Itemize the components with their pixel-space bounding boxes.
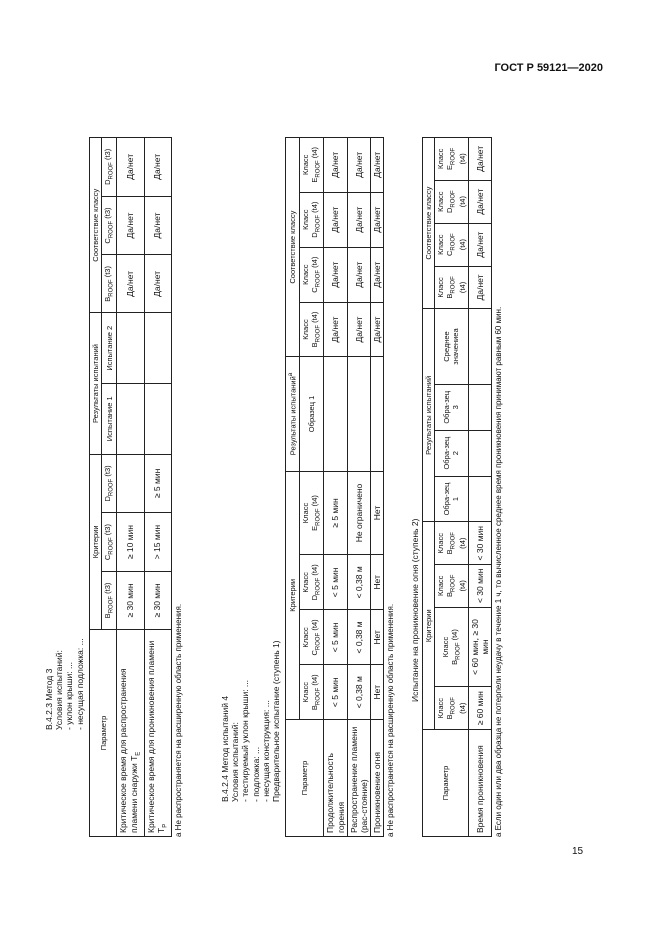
cell: Да/нет [144, 138, 171, 197]
method3-table [89, 137, 172, 837]
cell: < 5 мин [324, 610, 347, 665]
col-class-c: $C_{ROOF}$ (t3) [101, 196, 117, 255]
cell: ≥ 30 мин [117, 571, 144, 629]
method4-stage2-table [422, 137, 492, 837]
cell [144, 313, 171, 384]
cell: Да/нет [371, 302, 384, 357]
col-class-d: Класс $D_{ROOF}$ (t4) [299, 192, 324, 247]
cell: ≥ 5 мин [144, 454, 171, 513]
col-c: Класс $C_{ROOF}$ (t4) [299, 610, 324, 665]
condition-item: - подложка: ... [250, 746, 261, 802]
class-header: Соответствие классу [286, 138, 300, 357]
results-header: Результаты испытаний$^а$ [286, 357, 300, 471]
condition-item: - несущая конструкция: ... [260, 700, 271, 802]
results-header: Результаты испытаний [89, 313, 101, 454]
cell: Да/нет [324, 247, 347, 302]
param-cell: Критическое время для проникновения пламени $T_P$ [144, 630, 171, 837]
prelim-caption: Предварительное испытание (ступень 1) [270, 640, 281, 802]
col-class-b: $B_{ROOF}$ (t3) [101, 255, 117, 313]
param-cell: Время проникновения [468, 730, 491, 837]
col-b: Класс $B_{ROOF}$ (t4) [435, 687, 469, 730]
cell: Да/нет [371, 247, 384, 302]
table-row [144, 138, 171, 837]
cell [144, 384, 171, 455]
col-b: Класс $B_{ROOF}$ (t4) [299, 665, 324, 720]
cell: ≥ 10 мин [117, 513, 144, 572]
table-row [347, 138, 370, 837]
cell: Да/нет [347, 247, 370, 302]
cell: < 5 мин [324, 665, 347, 720]
cell: Да/нет [347, 302, 370, 357]
conditions-label: Условия испытаний: [54, 650, 65, 730]
col-class-e: Класс $E_{ROOF}$ (t4) [435, 138, 469, 181]
cell [468, 309, 491, 385]
results-header: Результаты испытаний [423, 309, 435, 522]
col-class-e: Класс $E_{ROOF}$ (t4) [299, 138, 324, 193]
cell: Да/нет [144, 255, 171, 313]
cell: Да/нет [117, 196, 144, 255]
cell: Да/нет [371, 138, 384, 193]
standard-number: ГОСТ Р 59121—2020 [494, 62, 603, 74]
cell: ≥ 5 мин [324, 471, 347, 555]
cell: Да/нет [117, 255, 144, 313]
table-row [468, 138, 491, 837]
page-number: 15 [572, 846, 584, 857]
cell [468, 476, 491, 522]
col-sample2: Обра-зец 2 [435, 430, 469, 476]
cell: Нет [371, 555, 384, 610]
col-e: Класс $B_{ROOF}$ (t4) [435, 522, 469, 565]
cell: Да/нет [371, 192, 384, 247]
cell: < 60 мин, ≥ 30 мин [468, 607, 491, 687]
cell: ≥ 60 мин [468, 687, 491, 730]
criteria-header: Критерии [286, 471, 300, 719]
col-test2: Испытание 2 [101, 313, 117, 384]
cell: Да/нет [324, 138, 347, 193]
cell: < 0,38 м [347, 610, 370, 665]
conditions-label: Условия испытаний: [230, 722, 241, 802]
cell: Да/нет [324, 192, 347, 247]
condition-item: - несущая подложка: ... [74, 638, 85, 730]
class-header: Соответствие классу [89, 138, 101, 313]
cell: ≥ 30 мин [144, 571, 171, 629]
col-d: Класс $B_{ROOF}$ (t4) [435, 565, 469, 608]
col-c: Класс $B_{ROOF}$ (t4) [435, 607, 469, 687]
table-note: а Если один или два образца не потерпели неудачу в течение 1 ч, то вычисленное среднее время проникновения принимают равным 60 мин. [494, 306, 504, 837]
cell: Да/нет [144, 196, 171, 255]
cell: Да/нет [468, 180, 491, 223]
col-sample1: Обра-зец 1 [435, 476, 469, 522]
col-d: Класс $D_{ROOF}$ (t4) [299, 555, 324, 610]
param-header: Параметр [286, 720, 324, 837]
col-class-d: $D_{ROOF}$ (t3) [101, 138, 117, 197]
condition-item: - уклон крыши: ... [64, 661, 75, 730]
col-class-b: Класс $B_{ROOF}$ (t4) [299, 302, 324, 357]
cell: < 0,38 м [347, 665, 370, 720]
col-average: Среднее значениеа [435, 309, 469, 385]
class-header: Соответствие классу [423, 138, 435, 309]
cell [117, 454, 144, 513]
cell: Да/нет [324, 302, 347, 357]
param-header: Параметр [423, 730, 469, 837]
cell [468, 384, 491, 430]
param-cell: Проникновение огня [371, 720, 384, 837]
cell: Нет [371, 610, 384, 665]
cell: Да/нет [347, 192, 370, 247]
col-e: Класс $E_{ROOF}$ (t4) [299, 471, 324, 555]
cell: Нет [371, 471, 384, 555]
col-sample3: Обра-зец 3 [435, 384, 469, 430]
param-cell: Критическое время для распространения пламени снаружи $T_E$ [117, 630, 144, 837]
cell [371, 357, 384, 471]
cell [347, 357, 370, 471]
cell [324, 357, 347, 471]
section-4-2-3 [44, 92, 183, 892]
cell [117, 384, 144, 455]
table-row [324, 138, 347, 837]
cell: Да/нет [347, 138, 370, 193]
cell: Да/нет [468, 266, 491, 309]
cell [468, 430, 491, 476]
cell [117, 313, 144, 384]
col-class-b: Класс $B_{ROOF}$ (t4) [435, 266, 469, 309]
cell: < 5 мин [324, 555, 347, 610]
col-test1: Испытание 1 [101, 384, 117, 455]
stage2-caption: Испытание на проникновение огня (ступень 2) [409, 518, 420, 702]
col-sample1: Образец 1 [299, 357, 324, 471]
cell: Не ограничено [347, 471, 370, 555]
col-class-c: Класс $C_{ROOF}$ (t4) [435, 223, 469, 266]
param-cell: Распространение пламени (рас-стояние) [347, 720, 370, 837]
cell: Да/нет [117, 138, 144, 197]
cell: < 30 мин [468, 522, 491, 565]
table-row [371, 138, 384, 837]
col-d: $D_{ROOF}$ (t3) [101, 454, 117, 513]
col-class-d: Класс $D_{ROOF}$ (t4) [435, 180, 469, 223]
col-b: $B_{ROOF}$ (t3) [101, 571, 117, 629]
param-cell: Продолжительность горения [324, 720, 347, 837]
col-class-c: Класс $C_{ROOF}$ (t4) [299, 247, 324, 302]
method4-stage1-table [285, 137, 384, 837]
cell: < 0,38 м [347, 555, 370, 610]
cell: Да/нет [468, 223, 491, 266]
col-c: $C_{ROOF}$ (t3) [101, 513, 117, 572]
condition-item: - тестируемый уклон крыши: ... [240, 679, 251, 802]
cell: Да/нет [468, 138, 491, 181]
param-header: Параметр [89, 630, 117, 837]
cell: > 15 мин [144, 513, 171, 572]
table-row [117, 138, 144, 837]
section-title: В.4.2.3 Метод 3 [44, 668, 54, 730]
cell: Нет [371, 665, 384, 720]
cell: < 30 мин [468, 565, 491, 608]
section-4-2-4 [220, 92, 504, 892]
table-note: а Не распространяется на расширенную область применения. [386, 603, 396, 837]
criteria-header: Критерии [423, 522, 435, 730]
criteria-header: Критерии [89, 454, 101, 629]
section-title: В.4.2.4 Метод испытаний 4 [220, 695, 230, 802]
table-note: а Не распространяется на расширенную область применения. [173, 603, 183, 837]
